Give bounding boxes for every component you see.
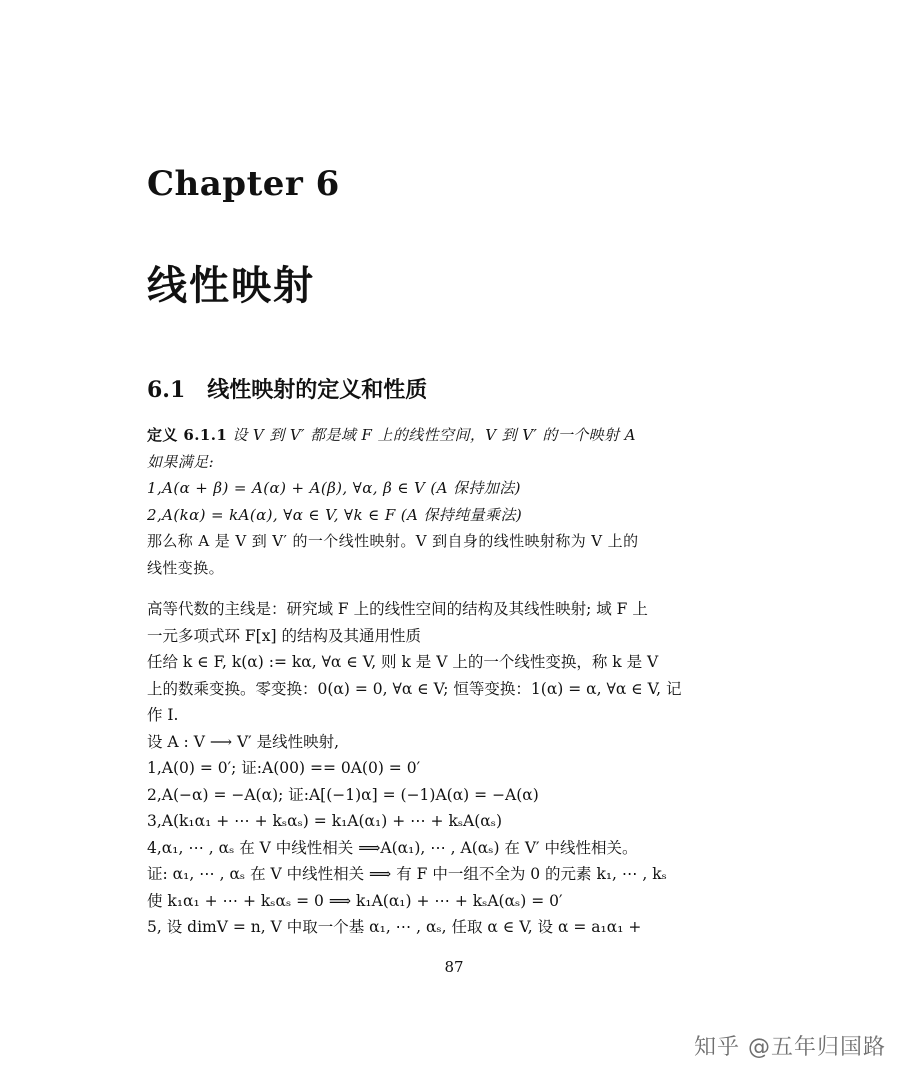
definition-line: 如果满足:: [147, 452, 215, 471]
section-title: 线性映射的定义和性质: [207, 378, 428, 403]
text-line: 4,α₁, ⋯ , αₛ 在 V 中线性相关 ⟹A(α₁), ⋯ , A(αₛ) 在 V′ 中线性相关。: [147, 838, 638, 857]
text-line: 使 k₁α₁ + ⋯ + kₛαₛ = 0 ⟹ k₁A(α₁) + ⋯ + kₛA(αₛ) = 0′: [147, 891, 563, 910]
text-line: 设 A : V ⟶ V′ 是线性映射,: [147, 732, 340, 751]
chapter-title: 线性映射: [147, 263, 315, 309]
definition-text: 设 V 到 V′ 都是域 F 上的线性空间，V 到 V′ 的一个映射 A: [232, 426, 636, 444]
watermark: 知乎 @五年归国路: [694, 1035, 886, 1060]
text-line: 5, 设 dimV = n, V 中取一个基 α₁, ⋯ , αₛ, 任取 α ∈ V, 设 α = a₁α₁ +: [147, 918, 642, 936]
definition-line: 1,A(α + β) = A(α) + A(β), ∀α, β ∈ V (A 保持加法): [147, 479, 521, 497]
definition-line: [147, 422, 712, 449]
chapter-label: Chapter 6: [147, 164, 340, 204]
text-line: 作 I.: [147, 706, 179, 724]
text-line: 1,A(0) = 0′; 证:A(00) == 0A(0) = 0′: [147, 759, 421, 777]
text-line: 3,A(k₁α₁ + ⋯ + kₛαₛ) = k₁A(α₁) + ⋯ + kₛA(αₛ): [147, 812, 503, 830]
page-number: 87: [444, 958, 464, 976]
text-line: 一元多项式环 F[x] 的结构及其通用性质: [147, 626, 421, 645]
definition-line: 线性变换。: [147, 558, 225, 577]
section-heading: [147, 373, 427, 404]
definition-line: 2,A(kα) = kA(α), ∀α ∈ V, ∀k ∈ F (A 保持纯量乘法): [147, 505, 523, 524]
definition-block: [147, 422, 712, 581]
body-text: [147, 596, 712, 941]
text-line: 2,A(−α) = −A(α); 证:A[(−1)α] = (−1)A(α) = −A(α): [147, 785, 539, 804]
section-number: 6.1: [147, 377, 186, 403]
text-line: 证: α₁, ⋯ , αₛ 在 V 中线性相关 ⟹ 有 F 中一组不全为 0 的元素 k₁, ⋯ , kₛ: [147, 865, 667, 883]
text-line: 上的数乘变换。零变换：0(α) = 0, ∀α ∈ V; 恒等变换：1(α) = α, ∀α ∈ V, 记: [147, 679, 682, 698]
text-line: 高等代数的主线是：研究域 F 上的线性空间的结构及其线性映射; 域 F 上: [147, 600, 648, 618]
definition-label: 定义 6.1.1: [147, 426, 228, 444]
definition-line: 那么称 A 是 V 到 V′ 的一个线性映射。V 到自身的线性映射称为 V 上的: [147, 532, 639, 550]
text-line: 任给 k ∈ F, k(α) := kα, ∀α ∈ V, 则 k 是 V 上的一个线性变换，称 k 是 V: [147, 653, 659, 671]
